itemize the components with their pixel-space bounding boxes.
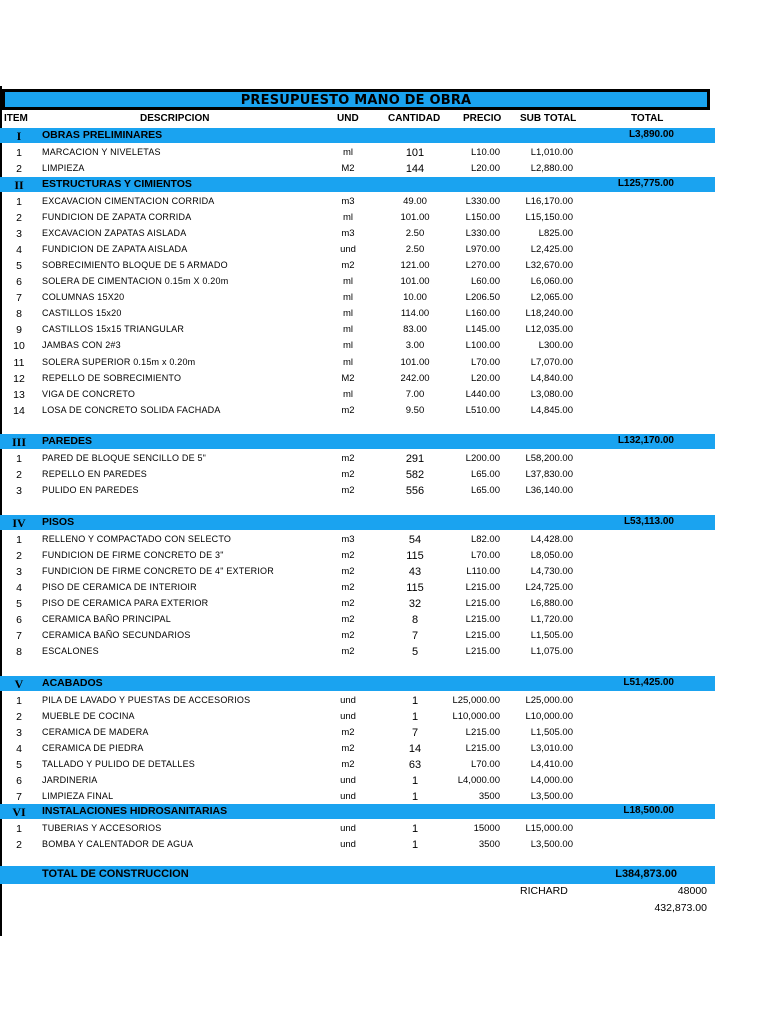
item-price: L215.00: [465, 646, 500, 658]
item-subtotal: L4,840.00: [530, 372, 573, 384]
section-total: L18,500.00: [623, 805, 674, 816]
item-unit: und: [340, 791, 356, 803]
item-price: L20.00: [470, 372, 500, 384]
item-price: L215.00: [465, 581, 500, 593]
item-unit: m2: [341, 726, 355, 738]
item-description: SOBRECIMIENTO BLOQUE DE 5 ARMADO: [42, 259, 228, 270]
item-quantity: 7: [411, 630, 419, 643]
item-number: 3: [16, 726, 22, 739]
table-row: [0, 612, 715, 628]
item-subtotal: L2,880.00: [530, 162, 573, 174]
item-description: TALLADO Y PULIDO DE DETALLES: [42, 758, 195, 769]
item-price: 3500: [478, 791, 500, 803]
item-number: 1: [16, 533, 22, 546]
item-subtotal: L4,410.00: [530, 758, 573, 770]
item-description: LOSA DE CONCRETO SOLIDA FACHADA: [42, 404, 221, 415]
item-description: CERAMICA DE PIEDRA: [42, 742, 144, 753]
item-quantity: 43: [408, 565, 422, 578]
item-subtotal: L15,000.00: [525, 822, 573, 834]
item-quantity: 54: [408, 533, 422, 546]
section-name: ESTRUCTURAS Y CIMIENTOS: [42, 178, 192, 190]
grand-total-label: TOTAL DE CONSTRUCCION: [42, 868, 189, 880]
item-number: 2: [16, 211, 22, 224]
item-description: BOMBA Y CALENTADOR DE AGUA: [42, 838, 194, 849]
item-quantity: 9.50: [405, 404, 425, 416]
item-price: L215.00: [465, 597, 500, 609]
item-description: REPELLO DE SOBRECIMIENTO: [42, 372, 182, 383]
document-title: PRESUPUESTO MANO DE OBRA: [240, 93, 472, 108]
item-number: 11: [13, 356, 25, 369]
section-number: I: [16, 129, 22, 143]
item-unit: ml: [342, 292, 354, 304]
table-row: [0, 483, 715, 499]
table-row: [0, 773, 715, 789]
item-quantity: 242.00: [400, 372, 430, 384]
section-name: ACABADOS: [42, 677, 103, 689]
section-number: IV: [12, 516, 26, 530]
header-subtotal: SUB TOTAL: [520, 113, 577, 124]
item-price: L10,000.00: [452, 710, 500, 722]
section-header: [0, 804, 715, 819]
table-row: [0, 355, 715, 371]
item-subtotal: L4,428.00: [530, 533, 573, 545]
item-quantity: 1: [411, 694, 419, 707]
item-price: L4,000.00: [457, 775, 500, 786]
item-quantity: 115: [406, 581, 424, 594]
section-header: [0, 515, 715, 530]
item-quantity: 1: [411, 838, 419, 851]
item-price: L82.00: [470, 533, 500, 545]
item-unit: ml: [342, 324, 354, 336]
item-description: SOLERA DE CIMENTACION 0.15m X 0.20m: [42, 276, 229, 286]
table-row: [0, 837, 715, 853]
item-quantity: 1: [411, 822, 419, 835]
item-quantity: 7: [411, 726, 419, 739]
table-row: [0, 821, 715, 837]
item-price: 3500: [478, 838, 500, 850]
item-description: CASTILLOS 15x20: [42, 308, 122, 319]
item-subtotal: L3,500.00: [530, 791, 573, 803]
item-unit: m2: [341, 259, 355, 271]
item-unit: und: [340, 838, 356, 850]
item-unit: m2: [341, 468, 355, 480]
item-description: MARCACION Y NIVELETAS: [42, 146, 161, 157]
item-quantity: 101.00: [400, 356, 430, 368]
item-quantity: 291: [405, 452, 425, 465]
item-description: COLUMNAS 15X20: [42, 292, 125, 303]
item-description: EXCAVACION ZAPATAS AISLADA: [42, 227, 187, 238]
table-row: [0, 242, 715, 258]
item-price: L215.00: [465, 742, 500, 754]
item-price: L25,000.00: [452, 694, 500, 706]
table-row: [0, 226, 715, 242]
item-number: 5: [16, 259, 22, 272]
item-price: L206.50: [465, 292, 500, 304]
item-subtotal: L3,500.00: [530, 838, 573, 850]
table-row: [0, 161, 715, 177]
table-row: [0, 258, 715, 274]
item-number: 13: [13, 388, 25, 401]
item-description: FUNDICION DE FIRME CONCRETO DE 3": [42, 549, 224, 560]
item-unit: m2: [341, 549, 355, 561]
item-number: 1: [16, 694, 22, 707]
item-number: 14: [13, 404, 25, 417]
item-quantity: 32: [408, 597, 422, 610]
item-number: 5: [16, 758, 22, 771]
section-number: II: [14, 178, 24, 192]
item-quantity: 10.00: [403, 292, 427, 304]
item-subtotal: L2,425.00: [530, 243, 573, 255]
table-row: [0, 596, 715, 612]
section-name: PISOS: [42, 516, 75, 528]
item-subtotal: L32,670.00: [525, 259, 573, 271]
item-unit: m2: [341, 581, 355, 593]
item-number: 2: [16, 710, 22, 723]
item-subtotal: L4,000.00: [530, 775, 573, 786]
item-number: 6: [16, 775, 22, 787]
item-subtotal: L25,000.00: [525, 694, 573, 706]
item-price: L970.00: [465, 243, 500, 255]
table-row: [0, 467, 715, 483]
item-description: FUNDICION DE ZAPATA AISLADA: [42, 243, 188, 254]
item-number: 12: [13, 372, 25, 385]
table-row: [0, 371, 715, 387]
item-subtotal: L4,730.00: [530, 565, 573, 577]
table-row: [0, 693, 715, 709]
section-header: [0, 128, 715, 143]
item-description: PISO DE CERAMICA DE INTERIOIR: [42, 581, 197, 592]
item-price: L150.00: [465, 211, 500, 223]
item-price: L330.00: [465, 227, 500, 239]
item-price: L70.00: [470, 758, 500, 770]
table-row: [0, 532, 715, 548]
section-name: OBRAS PRELIMINARES: [42, 129, 163, 141]
header-descripcion: DESCRIPCION: [140, 113, 210, 124]
item-quantity: 1: [411, 775, 419, 787]
item-price: L65.00: [470, 468, 500, 480]
item-price: L100.00: [465, 340, 500, 352]
extra-amount: 48000: [677, 885, 707, 897]
table-row: [0, 210, 715, 226]
item-quantity: 144: [405, 162, 425, 175]
header-item: ITEM: [4, 113, 28, 124]
item-price: L330.00: [465, 195, 500, 207]
table-row: [0, 789, 715, 805]
item-number: 1: [16, 822, 22, 835]
item-unit: m2: [341, 404, 355, 416]
item-number: 2: [16, 838, 22, 851]
item-subtotal: L36,140.00: [525, 484, 573, 496]
item-quantity: 115: [406, 549, 424, 562]
item-unit: ml: [342, 356, 354, 368]
item-subtotal: L3,080.00: [530, 388, 573, 400]
item-description: FUNDICION DE FIRME CONCRETO DE 4" EXTERIOR: [42, 565, 274, 576]
table-row: [0, 387, 715, 403]
item-unit: m2: [341, 758, 355, 770]
item-number: 2: [16, 162, 22, 175]
header-und: UND: [337, 113, 359, 124]
item-subtotal: L1,010.00: [530, 146, 573, 158]
item-price: L160.00: [465, 308, 500, 320]
header-precio: PRECIO: [463, 113, 502, 124]
item-number: 3: [16, 227, 22, 240]
item-quantity: 63: [408, 758, 422, 771]
item-quantity: 83.00: [403, 324, 427, 336]
header-total: TOTAL: [631, 113, 664, 124]
item-price: L440.00: [465, 388, 500, 400]
grand-total-row: [0, 866, 715, 884]
item-unit: und: [340, 775, 356, 786]
item-subtotal: L4,845.00: [530, 404, 573, 416]
item-number: 9: [16, 324, 22, 337]
item-unit: ml: [342, 276, 354, 287]
section-header: [0, 177, 715, 192]
item-subtotal: L24,725.00: [525, 581, 573, 593]
item-quantity: 2.50: [405, 227, 425, 239]
item-subtotal: L12,035.00: [525, 324, 573, 336]
item-number: 8: [16, 646, 22, 659]
item-quantity: 121.00: [400, 259, 430, 271]
item-unit: ml: [342, 308, 354, 320]
item-number: 3: [16, 565, 22, 578]
item-number: 10: [13, 340, 25, 353]
item-quantity: 5: [411, 646, 419, 659]
item-price: L70.00: [470, 549, 500, 561]
final-total: 432,873.00: [654, 902, 707, 914]
item-number: 2: [16, 468, 22, 481]
item-quantity: 3.00: [405, 340, 425, 352]
item-description: CERAMICA BAÑO PRINCIPAL: [42, 614, 171, 624]
item-subtotal: L37,830.00: [525, 468, 573, 480]
table-row: [0, 741, 715, 757]
item-unit: M2: [341, 162, 355, 174]
section-total: L53,113.00: [623, 516, 674, 527]
item-price: L270.00: [465, 259, 500, 271]
item-unit: m2: [341, 646, 355, 658]
item-description: JAMBAS CON 2#3: [42, 340, 121, 351]
item-subtotal: L1,720.00: [530, 614, 573, 625]
extra-name: RICHARD: [520, 885, 568, 897]
section-header: [0, 676, 715, 691]
item-subtotal: L1,505.00: [530, 726, 573, 738]
item-quantity: 2.50: [405, 243, 425, 255]
table-row: [0, 306, 715, 322]
item-number: 1: [16, 195, 22, 208]
item-unit: m2: [341, 565, 355, 577]
item-price: L215.00: [465, 630, 500, 642]
section-number: VI: [12, 805, 26, 819]
item-price: 15000: [473, 822, 500, 834]
item-subtotal: L58,200.00: [525, 452, 573, 464]
item-price: L215.00: [465, 726, 500, 738]
section-total: L132,170.00: [617, 435, 674, 446]
item-description: TUBERIAS Y ACCESORIOS: [42, 822, 162, 833]
item-number: 2: [16, 549, 22, 562]
section-number: V: [14, 677, 24, 691]
item-price: L145.00: [465, 324, 500, 336]
item-description: JARDINERIA: [42, 775, 98, 785]
title-bar: [2, 89, 710, 110]
item-unit: und: [340, 243, 356, 255]
item-price: L70.00: [470, 356, 500, 368]
item-description: LIMPIEZA: [42, 162, 85, 173]
item-unit: m2: [341, 614, 355, 625]
item-number: 3: [16, 484, 22, 497]
item-quantity: 49.00: [403, 195, 427, 207]
item-description: MUEBLE DE COCINA: [42, 710, 135, 721]
item-description: ESCALONES: [42, 646, 99, 657]
item-subtotal: L18,240.00: [525, 308, 573, 320]
item-unit: und: [340, 710, 356, 722]
item-subtotal: L1,075.00: [530, 646, 573, 658]
table-row: [0, 194, 715, 210]
item-unit: m3: [341, 195, 355, 207]
item-quantity: 1: [411, 791, 419, 804]
item-description: FUNDICION DE ZAPATA CORRIDA: [42, 211, 192, 222]
table-row: [0, 145, 715, 161]
item-number: 7: [16, 791, 22, 804]
item-description: CERAMICA DE MADERA: [42, 726, 149, 737]
item-subtotal: L300.00: [538, 340, 573, 352]
table-row: [0, 322, 715, 338]
column-headers: [0, 112, 715, 126]
section-name: PAREDES: [42, 435, 92, 447]
item-subtotal: L16,170.00: [525, 195, 573, 207]
item-number: 7: [16, 292, 22, 305]
item-quantity: 14: [408, 742, 422, 755]
grand-total-value: L384,873.00: [615, 868, 677, 880]
item-subtotal: L7,070.00: [530, 356, 573, 368]
table-row: [0, 757, 715, 773]
section-total: L51,425.00: [623, 677, 674, 688]
item-price: L60.00: [470, 276, 500, 287]
item-description: CERAMICA BAÑO SECUNDARIOS: [42, 630, 191, 641]
item-price: L510.00: [465, 404, 500, 416]
table-row: [0, 580, 715, 596]
item-unit: ml: [342, 211, 354, 223]
item-unit: m2: [341, 597, 355, 609]
item-number: 4: [16, 243, 22, 256]
item-subtotal: L1,505.00: [530, 630, 573, 642]
item-quantity: 114.00: [400, 308, 430, 320]
item-subtotal: L825.00: [538, 227, 573, 239]
item-unit: m3: [341, 533, 355, 545]
section-number: III: [11, 435, 26, 449]
item-subtotal: L3,010.00: [530, 742, 573, 754]
table-row: [0, 451, 715, 467]
table-row: [0, 709, 715, 725]
item-number: 7: [16, 630, 22, 643]
item-number: 5: [16, 597, 22, 610]
item-price: L20.00: [470, 162, 500, 174]
item-subtotal: L10,000.00: [525, 710, 573, 722]
item-subtotal: L8,050.00: [530, 549, 573, 561]
item-description: REPELLO EN PAREDES: [42, 468, 147, 479]
table-row: [0, 564, 715, 580]
item-description: EXCAVACION CIMENTACION CORRIDA: [42, 195, 215, 206]
item-number: 8: [16, 308, 22, 321]
section-total: L3,890.00: [628, 129, 674, 140]
section-header: [0, 434, 715, 449]
item-subtotal: L6,880.00: [530, 597, 573, 609]
item-description: RELLENO Y COMPACTADO CON SELECTO: [42, 533, 232, 544]
item-quantity: 1: [411, 710, 419, 723]
item-description: PULIDO EN PAREDES: [42, 484, 139, 495]
item-description: PILA DE LAVADO Y PUESTAS DE ACCESORIOS: [42, 694, 251, 705]
table-row: [0, 338, 715, 354]
item-subtotal: L6,060.00: [530, 276, 573, 287]
table-row: [0, 290, 715, 306]
item-number: 4: [16, 581, 22, 594]
item-subtotal: L15,150.00: [525, 211, 573, 223]
item-number: 6: [16, 614, 22, 626]
table-row: [0, 725, 715, 741]
item-description: LIMPIEZA FINAL: [42, 791, 114, 802]
item-unit: ml: [342, 340, 354, 352]
item-subtotal: L2,065.00: [530, 292, 573, 304]
item-quantity: 101.00: [400, 211, 430, 223]
item-description: PISO DE CERAMICA PARA EXTERIOR: [42, 597, 209, 608]
item-quantity: 7.00: [405, 388, 425, 400]
item-unit: und: [340, 822, 356, 834]
item-quantity: 556: [405, 484, 425, 497]
item-unit: und: [340, 694, 356, 706]
item-description: SOLERA SUPERIOR 0.15m x 0.20m: [42, 356, 196, 367]
item-number: 1: [16, 146, 22, 159]
item-price: L110.00: [466, 565, 500, 577]
table-row: [0, 548, 715, 564]
item-number: 4: [16, 742, 22, 755]
item-unit: m2: [341, 742, 355, 754]
table-row: [0, 644, 715, 660]
item-description: PARED DE BLOQUE SENCILLO DE 5": [42, 452, 207, 463]
item-quantity: 101.00: [400, 276, 430, 287]
item-quantity: 582: [405, 468, 425, 481]
item-price: L200.00: [465, 452, 500, 464]
item-unit: m2: [341, 484, 355, 496]
item-number: 6: [16, 276, 22, 288]
item-description: CASTILLOS 15x15 TRIANGULAR: [42, 324, 185, 335]
item-quantity: 101: [405, 146, 425, 159]
table-row: [0, 403, 715, 419]
item-unit: ml: [342, 146, 354, 158]
item-unit: m2: [341, 452, 355, 464]
item-unit: m3: [341, 227, 355, 239]
item-price: L215.00: [465, 614, 500, 625]
item-price: L10.00: [470, 146, 500, 158]
table-row: [0, 628, 715, 644]
section-name: INSTALACIONES HIDROSANITARIAS: [42, 805, 228, 817]
item-price: L65.00: [470, 484, 500, 496]
item-number: 1: [16, 452, 22, 465]
section-total: L125,775.00: [617, 178, 674, 189]
item-description: VIGA DE CONCRETO: [42, 388, 136, 399]
item-quantity: 8: [411, 614, 419, 626]
item-unit: M2: [341, 372, 355, 384]
item-unit: ml: [342, 388, 354, 400]
table-row: [0, 274, 715, 290]
item-unit: m2: [341, 630, 355, 642]
header-cantidad: CANTIDAD: [388, 113, 441, 124]
